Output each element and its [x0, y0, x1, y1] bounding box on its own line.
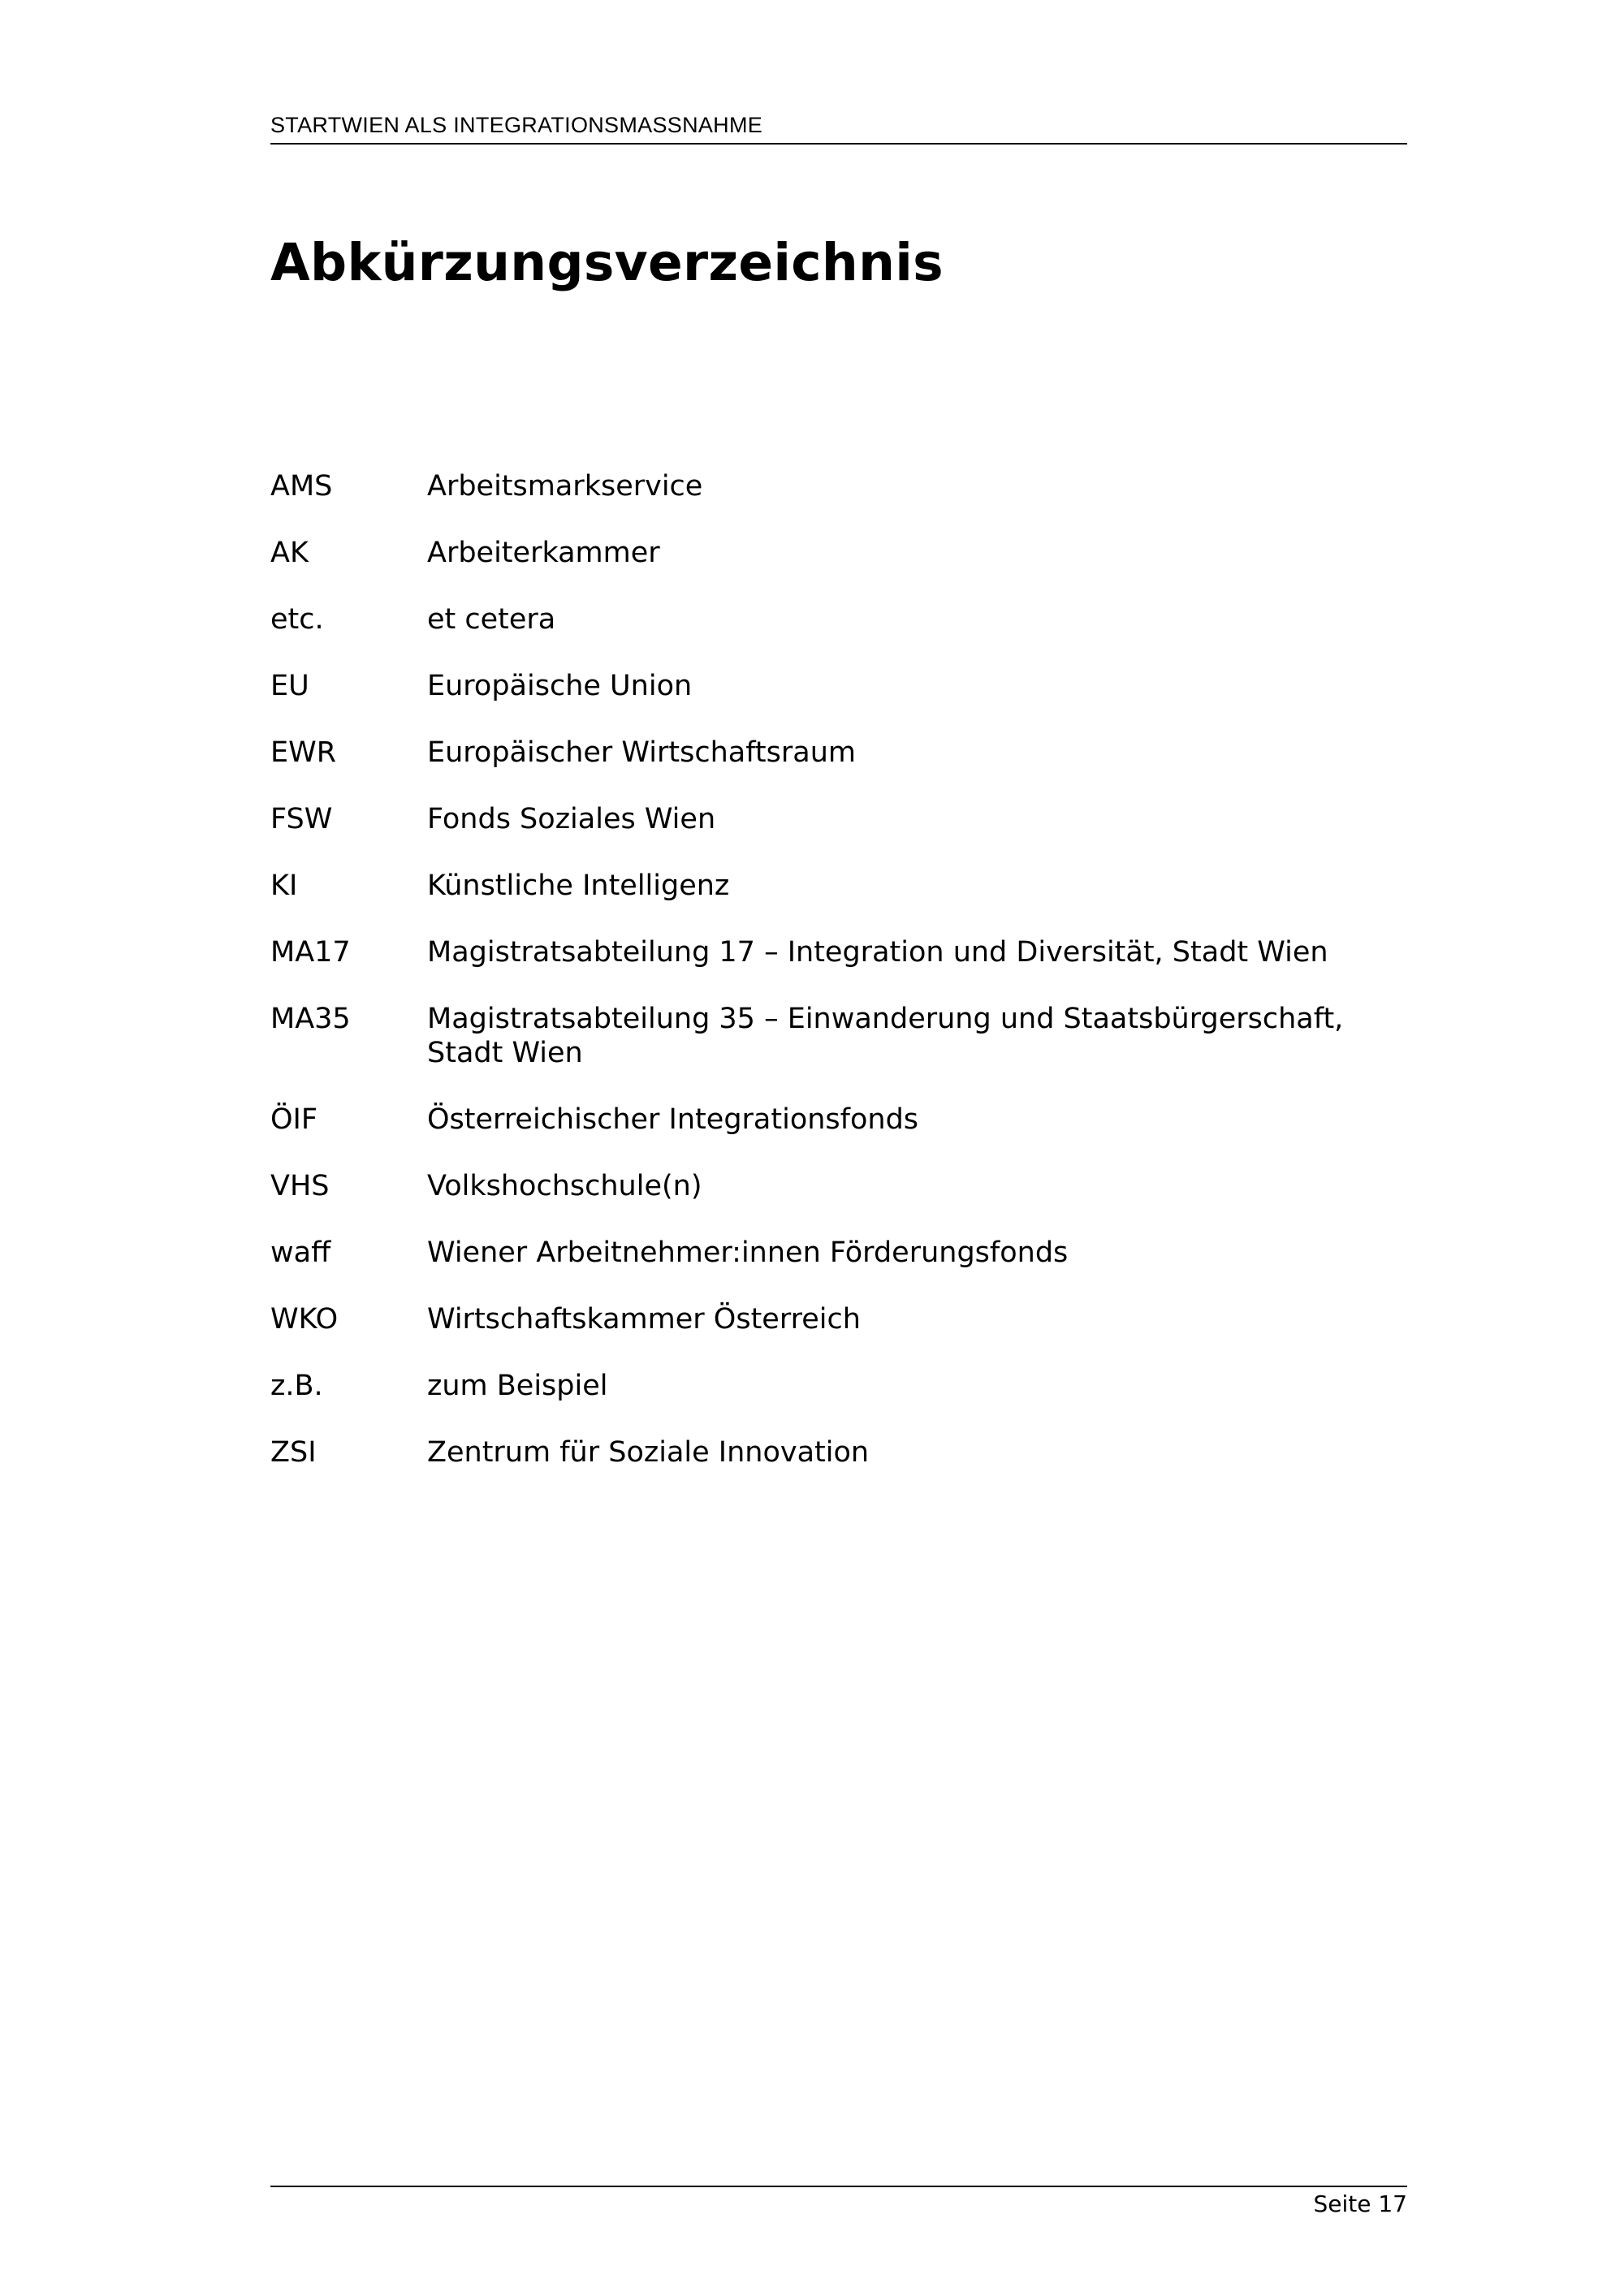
abbreviation-term: z.B. [270, 1370, 323, 1402]
abbreviation-term: waff [270, 1236, 331, 1269]
abbreviation-row [270, 536, 1407, 570]
abbreviation-row [270, 736, 1407, 770]
abbreviation-definition: Künstliche Intelligenz [427, 870, 730, 902]
abbreviation-definition: Volkshochschule(n) [427, 1170, 702, 1202]
abbreviation-term: MA17 [270, 936, 351, 969]
abbreviation-row [270, 602, 1407, 637]
abbreviation-definition: Wiener Arbeitnehmer:innen Förderungsfonds [427, 1236, 1069, 1269]
page-number: Seite 17 [1313, 2190, 1407, 2217]
abbreviation-definition: Europäische Union [427, 670, 693, 702]
abbreviation-term: MA35 [270, 1003, 351, 1035]
abbreviation-definition: zum Beispiel [427, 1370, 608, 1402]
abbreviation-row [270, 469, 1407, 503]
page-title: Abkürzungsverzeichnis [270, 233, 944, 292]
abbreviation-row [270, 869, 1407, 903]
abbreviation-term: AMS [270, 470, 333, 503]
abbreviation-definition: et cetera [427, 603, 556, 636]
abbreviation-term: WKO [270, 1303, 339, 1336]
abbreviation-definition: Arbeiterkammer [427, 537, 660, 569]
abbreviation-row [270, 802, 1407, 836]
footer-divider [270, 2186, 1407, 2187]
abbreviation-definition: Arbeitsmarkservice [427, 470, 703, 503]
header-divider [270, 143, 1407, 145]
abbreviation-row [270, 1236, 1407, 1270]
abbreviation-definition: Fonds Soziales Wien [427, 803, 716, 835]
abbreviation-definition: Wirtschaftskammer Österreich [427, 1303, 861, 1336]
abbreviation-term: VHS [270, 1170, 330, 1202]
abbreviation-row [270, 1435, 1407, 1470]
abbreviation-term: EWR [270, 736, 337, 769]
abbreviation-definition: Zentrum für Soziale Innovation [427, 1436, 870, 1469]
abbreviation-row [270, 1369, 1407, 1403]
abbreviation-term: EU [270, 670, 309, 702]
abbreviation-definition: Magistratsabteilung 17 – Integration und Diversität, Stadt Wien [427, 936, 1328, 969]
abbreviation-term: ZSI [270, 1436, 317, 1469]
abbreviation-definition: Magistratsabteilung 35 – Einwanderung und Staatsbürgerschaft, Stadt Wien [427, 1003, 1344, 1069]
abbreviation-row [270, 669, 1407, 703]
abbreviation-row [270, 1002, 1407, 1070]
abbreviation-term: FSW [270, 803, 333, 835]
abbreviation-row [270, 935, 1407, 969]
abbreviation-row [270, 1103, 1407, 1137]
abbreviation-row [270, 1302, 1407, 1336]
abbreviation-list [270, 469, 1407, 1502]
abbreviation-term: KI [270, 870, 298, 902]
running-header: STARTWIEN ALS INTEGRATIONSMASSNAHME [270, 113, 763, 137]
abbreviation-term: etc. [270, 603, 324, 636]
abbreviation-term: ÖIF [270, 1103, 318, 1136]
abbreviation-definition: Österreichischer Integrationsfonds [427, 1103, 919, 1136]
abbreviation-term: AK [270, 537, 309, 569]
abbreviation-definition: Europäischer Wirtschaftsraum [427, 736, 856, 769]
abbreviation-row [270, 1169, 1407, 1203]
